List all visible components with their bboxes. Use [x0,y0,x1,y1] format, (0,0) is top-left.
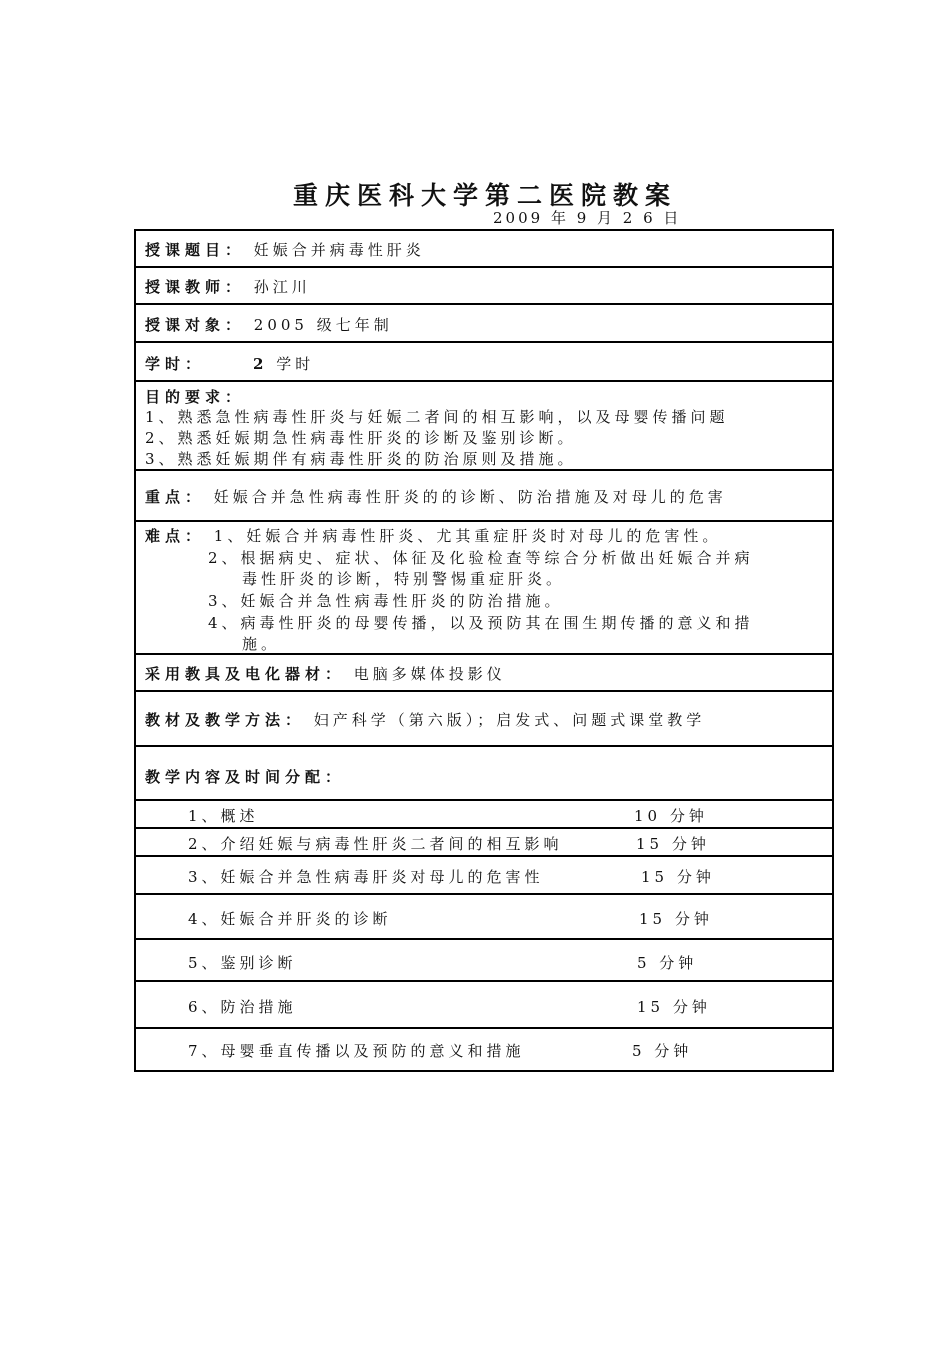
schedule-item: 6、防治措施 [188,998,297,1016]
hours-label: 学时： [145,355,206,373]
objective-item: 1、熟悉急性病毒性肝炎与妊娠二者间的相互影响，以及母婴传播问题 [145,408,729,426]
schedule-item: 4、妊娠合并肝炎的诊断 [188,910,392,928]
difficulty-item: 3、妊娠合并急性病毒性肝炎的防治措施。 [208,592,564,610]
audience-label: 授课对象： [145,316,246,334]
schedule-row [136,801,832,829]
lesson-plan-table [134,229,834,1072]
schedule-row [136,857,832,895]
topic-label: 授课题目： [145,241,246,259]
schedule-row [136,940,832,982]
row-equipment [136,655,832,692]
difficulty-item: 4、病毒性肝炎的母婴传播，以及预防其在围生期传播的意义和措 [208,614,754,632]
schedule-duration: 15 分钟 [641,868,715,886]
row-method [136,692,832,747]
objective-item: 3、熟悉妊娠期伴有病毒性肝炎的防治原则及措施。 [145,450,577,468]
hours-number: 2 [253,355,268,373]
schedule-duration: 5 分钟 [632,1042,693,1060]
schedule-row [136,982,832,1029]
keypoints-text: 妊娠合并急性病毒性肝炎的的诊断、防治措施及对母儿的危害 [213,488,727,506]
schedule-item: 2、介绍妊娠与病毒性肝炎二者间的相互影响 [188,835,563,853]
schedule-duration: 10 分钟 [634,807,708,825]
equipment-text: 电脑多媒体投影仪 [353,665,506,683]
row-schedule-header [136,747,832,801]
schedule-item: 5、鉴别诊断 [188,954,297,972]
row-teacher [136,268,832,305]
hours-unit: 学时 [276,355,315,373]
schedule-row [136,1029,832,1072]
difficulties-label: 难点： [145,527,206,545]
schedule-duration: 15 分钟 [636,835,710,853]
schedule-item: 3、妊娠合并急性病毒肝炎对母儿的危害性 [188,868,544,886]
difficulty-item: 1、妊娠合并病毒性肝炎、尤其重症肝炎时对母儿的危害性。 [213,527,722,545]
difficulty-item-continued: 毒性肝炎的诊断，特别警惕重症肝炎。 [242,570,566,588]
document-date: 2009 年 9 月 2 6 日 [493,209,682,227]
teacher-label: 授课教师： [145,278,246,296]
row-difficulties [136,522,832,655]
difficulty-item: 2、根据病史、症状、体征及化验检查等综合分析做出妊娠合并病 [208,549,754,567]
method-label: 教材及教学方法： [145,711,306,729]
schedule-label: 教学内容及时间分配： [145,768,346,786]
row-audience [136,305,832,343]
teacher-value: 孙江川 [253,278,311,296]
objective-item: 2、熟悉妊娠期急性病毒性肝炎的诊断及鉴别诊断。 [145,429,577,447]
objectives-label: 目的要求： [145,388,246,406]
schedule-row [136,829,832,857]
keypoints-label: 重点： [145,488,206,506]
schedule-row [136,895,832,940]
difficulty-item-continued: 施。 [242,635,281,653]
schedule-duration: 15 分钟 [637,998,711,1016]
equipment-label: 采用教具及电化器材： [145,665,346,683]
audience-value: 2005 级七年制 [253,316,393,334]
row-keypoints [136,471,832,522]
row-hours [136,343,832,382]
topic-value: 妊娠合并病毒性肝炎 [253,241,425,259]
schedule-item: 7、母婴垂直传播以及预防的意义和措施 [188,1042,525,1060]
schedule-duration: 5 分钟 [637,954,698,972]
schedule-item: 1、概述 [188,807,259,825]
method-text: 妇产科学（第六版）；启发式、问题式课堂教学 [313,711,706,729]
row-objectives [136,382,832,471]
row-topic [136,231,832,268]
schedule-duration: 15 分钟 [639,910,713,928]
document-title: 重庆医科大学第二医院教案 [292,181,677,210]
